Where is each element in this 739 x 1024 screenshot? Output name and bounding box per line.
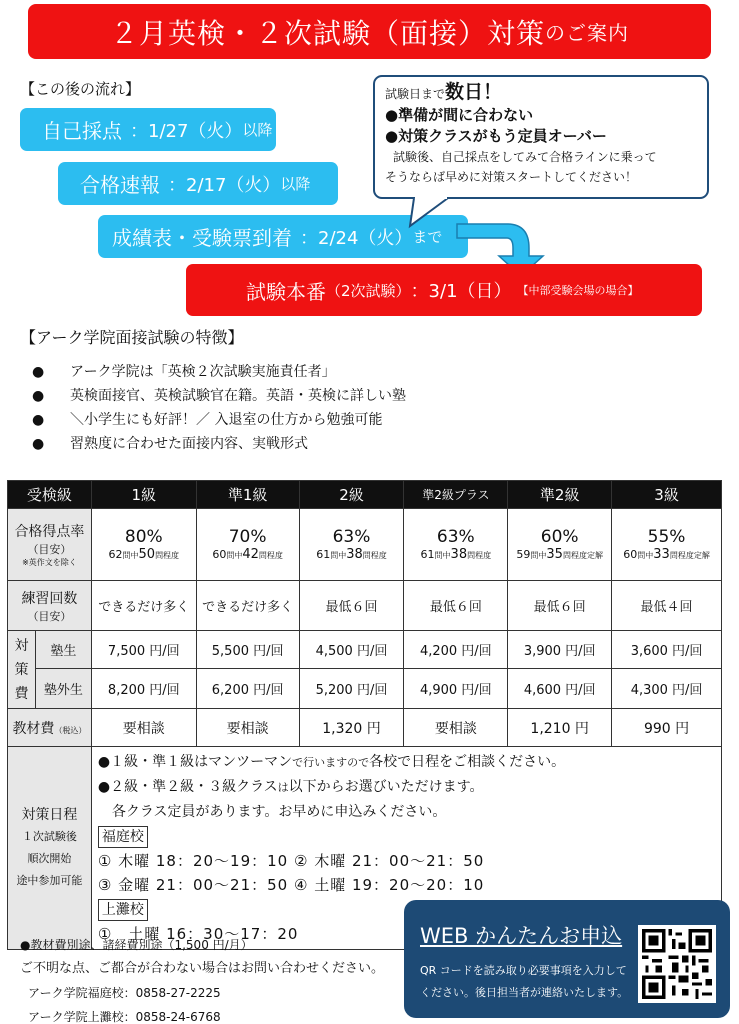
pass-count: 33	[653, 547, 670, 562]
list-item	[32, 432, 406, 456]
table-cell	[299, 509, 404, 581]
table-row	[8, 581, 722, 631]
table-row	[8, 669, 722, 709]
fee-label-char: 対	[14, 637, 29, 654]
feature-text: 英検面接官、英検試験官在籍。英語・英検に詳しい塾	[70, 388, 406, 404]
row-label-sub: （目安）	[27, 543, 72, 556]
step-suffix: 以降	[242, 121, 273, 139]
time-slot: ① 土曜 16：30～17：20	[97, 925, 299, 943]
header-cell: 2級	[299, 481, 404, 509]
count-tag: 問程度	[258, 551, 283, 560]
table-cell: 要相談	[196, 709, 299, 747]
row-label-note: ※英作文を除く	[22, 558, 77, 567]
flow-step-self-scoring	[20, 108, 276, 151]
table-cell: できるだけ多く	[196, 581, 299, 631]
table-cell: 3,900 円/回	[508, 631, 612, 669]
features-title: 【アーク学院面接試験の特徴】	[20, 328, 244, 347]
total-count: 61	[420, 548, 435, 561]
exam-table	[7, 480, 722, 950]
table-cell: 4,600 円/回	[508, 669, 612, 709]
schedule-note: で行いますので	[292, 756, 370, 769]
school-name: 福庭校	[98, 826, 148, 848]
fee-label	[8, 631, 36, 709]
count-tag: 問程度	[155, 551, 180, 560]
qr-code-icon[interactable]	[638, 925, 716, 1003]
pass-rate: 63%	[436, 527, 475, 547]
footer	[20, 933, 384, 1024]
pass-count: 50	[138, 547, 156, 562]
table-cell: 1,320 円	[299, 709, 404, 747]
callout-prefix: 試験日まで	[385, 87, 446, 101]
page-title-suffix: のご案内	[545, 21, 629, 45]
row-label	[8, 509, 92, 581]
bullet: ●	[32, 388, 45, 404]
feature-text: 習熟度に合わせた面接内容、実戦形式	[70, 436, 308, 452]
table-cell: 7,500 円/回	[91, 631, 196, 669]
total-count: 62	[108, 548, 123, 561]
pass-rate: 55%	[647, 527, 686, 547]
row-label	[8, 747, 92, 950]
pass-rate: 80%	[124, 527, 163, 547]
callout-headline: 数日！	[445, 81, 503, 103]
table-cell: 5,200 円/回	[299, 669, 404, 709]
web-apply-link[interactable]: WEB かんたんお申込	[420, 924, 623, 948]
step-name: 合格速報	[80, 173, 160, 197]
web-apply-desc: QR コードを読み取り必要事項を入力してください。後日担当者が連絡いたします。	[420, 964, 629, 999]
mid-word: 問中	[122, 551, 139, 560]
table-cell: 4,300 円/回	[612, 669, 722, 709]
callout-note-2: そうならば早めに対策スタートしてください！	[385, 170, 638, 184]
step-name: 試験本番	[246, 279, 326, 304]
table-cell: できるだけ多く	[91, 581, 196, 631]
time-slot: ③ 金曜 21：00～21：50 ④ 土曜 19：20～20：10	[97, 876, 485, 894]
step-date: ：2/24（火）	[300, 227, 413, 249]
header-cell: 準2級プラス	[404, 481, 508, 509]
list-item	[32, 408, 406, 432]
mid-word: 問中	[530, 551, 547, 560]
flow-step-exam-day	[186, 264, 702, 316]
schedule-note: は	[277, 781, 289, 794]
table-row	[8, 631, 722, 669]
schedule-text: 各校で日程をご相談ください。	[369, 754, 566, 770]
step-date: ：3/1（日）	[410, 281, 512, 302]
header-cell: 1級	[91, 481, 196, 509]
pass-count: 38	[346, 547, 363, 562]
table-row	[8, 709, 722, 747]
mid-word: 問中	[434, 551, 451, 560]
callout-point-1: ●準備が間に合わない	[385, 106, 534, 124]
flow-label: 【この後の流れ】	[20, 80, 141, 98]
table-cell: 要相談	[91, 709, 196, 747]
fee-sub-label: 塾生	[35, 631, 91, 669]
mid-word: 問中	[330, 551, 347, 560]
callout-point-2: ●対策クラスがもう定員オーバー	[385, 127, 607, 145]
features-list	[32, 360, 406, 456]
flow-step-pass-bulletin	[58, 162, 338, 205]
bullet: ●	[32, 364, 45, 380]
row-label-text: 合格得点率	[14, 524, 85, 540]
step-note: （2次試験）	[326, 281, 411, 300]
list-item	[32, 384, 406, 408]
table-cell	[508, 509, 612, 581]
header-cell: 3級	[612, 481, 722, 509]
header-cell: 準2級	[508, 481, 612, 509]
mid-word: 問中	[226, 551, 243, 560]
list-item	[32, 360, 406, 384]
table-cell: 4,900 円/回	[404, 669, 508, 709]
schedule-text: 各クラス定員があります。お早めに申込みください。	[111, 804, 447, 820]
header-cell: 受検級	[8, 481, 92, 509]
pass-count: 35	[546, 547, 563, 562]
table-cell: 6,200 円/回	[196, 669, 299, 709]
mid-word: 問中	[637, 551, 654, 560]
table-cell: 990 円	[612, 709, 722, 747]
schedule-text: 以下からお選びいただけます。	[288, 779, 484, 795]
row-label-sub: 途中参加可能	[16, 874, 83, 887]
table-cell: 4,500 円/回	[299, 631, 404, 669]
urgent-callout	[373, 75, 709, 199]
table-cell: 3,600 円/回	[612, 631, 722, 669]
feature-text: アーク学院は「英検２次試験実施責任者」	[70, 364, 336, 380]
table-cell: 最低４回	[612, 581, 722, 631]
step-suffix: 以降	[280, 175, 311, 193]
feature-text: ＼小学生にも好評！／ 入退室の仕方から勉強可能	[70, 412, 383, 428]
table-cell: 最低６回	[299, 581, 404, 631]
table-cell: 最低６回	[508, 581, 612, 631]
table-cell	[612, 509, 722, 581]
fee-sub-label: 塾外生	[35, 669, 91, 709]
row-label	[8, 709, 92, 747]
count-tag: 問程度定解	[562, 551, 603, 560]
table-cell	[404, 509, 508, 581]
row-label-text: 教材費	[12, 720, 55, 737]
step-venue: 【中部受験会場の場合】	[517, 284, 639, 297]
step-name: 成績表・受験票到着	[112, 226, 292, 250]
table-cell	[196, 509, 299, 581]
callout-tail	[408, 196, 458, 230]
pass-rate: 60%	[540, 527, 579, 547]
school-name: 上灘校	[98, 899, 148, 921]
row-label-sub: 順次開始	[27, 852, 72, 865]
count-tag: 問程度	[467, 551, 492, 560]
title-banner	[28, 4, 711, 59]
total-count: 59	[516, 548, 531, 561]
footer-phone: アーク学院福庭校：0858-27-2225	[28, 986, 221, 1000]
table-header-row	[8, 481, 722, 509]
pass-rate: 70%	[228, 527, 267, 547]
time-slot: ① 木曜 18：20～19：10 ② 木曜 21：00～21：50	[97, 852, 485, 870]
row-label-sub: １次試験後	[21, 830, 77, 843]
table-cell: 8,200 円/回	[91, 669, 196, 709]
web-apply-box[interactable]	[404, 900, 730, 1018]
total-count: 61	[316, 548, 331, 561]
row-label-text: 練習回数	[21, 590, 78, 607]
row-label	[8, 581, 92, 631]
footer-contact-note: ご不明な点、ご都合が合わない場合はお問い合わせください。	[20, 961, 385, 976]
header-cell: 準1級	[196, 481, 299, 509]
step-name: 自己採点	[42, 119, 122, 143]
table-row	[8, 509, 722, 581]
count-tag: 問程度定解	[669, 551, 710, 560]
schedule-text: ●２級・準２級・３級クラス	[97, 779, 278, 795]
schedule-text: ●１級・準１級はマンツーマン	[97, 754, 293, 770]
table-cell	[91, 509, 196, 581]
count-tag: 問程度	[362, 551, 387, 560]
row-label-text: 対策日程	[21, 807, 78, 823]
footer-note: ●教材費別途、諸経費別途（1,500 円/月）	[20, 938, 253, 952]
page-title: ２月英検・２次試験（面接）対策	[109, 16, 545, 50]
fee-label-char: 費	[14, 685, 29, 702]
total-count: 60	[623, 548, 638, 561]
total-count: 60	[212, 548, 227, 561]
pass-count: 42	[242, 547, 259, 562]
bullet: ●	[32, 412, 45, 428]
step-date: ：2/17（火）	[168, 174, 281, 196]
row-label-sub: （目安）	[27, 609, 72, 623]
bullet: ●	[32, 436, 45, 452]
table-cell: 要相談	[404, 709, 508, 747]
callout-note-1: 試験後、自己採点をしてみて合格ラインに乗って	[393, 150, 657, 164]
pass-count: 38	[450, 547, 468, 562]
table-cell: 4,200 円/回	[404, 631, 508, 669]
footer-phone: アーク学院上灘校：0858-24-6768	[28, 1010, 221, 1024]
pass-rate: 63%	[332, 527, 371, 547]
step-suffix: まで	[412, 228, 443, 246]
fee-label-char: 策	[14, 661, 29, 678]
table-cell: 1,210 円	[508, 709, 612, 747]
table-cell: 最低６回	[404, 581, 508, 631]
table-cell: 5,500 円/回	[196, 631, 299, 669]
step-date: ：1/27（火）	[130, 120, 243, 142]
row-label-note: （税込）	[54, 725, 87, 735]
